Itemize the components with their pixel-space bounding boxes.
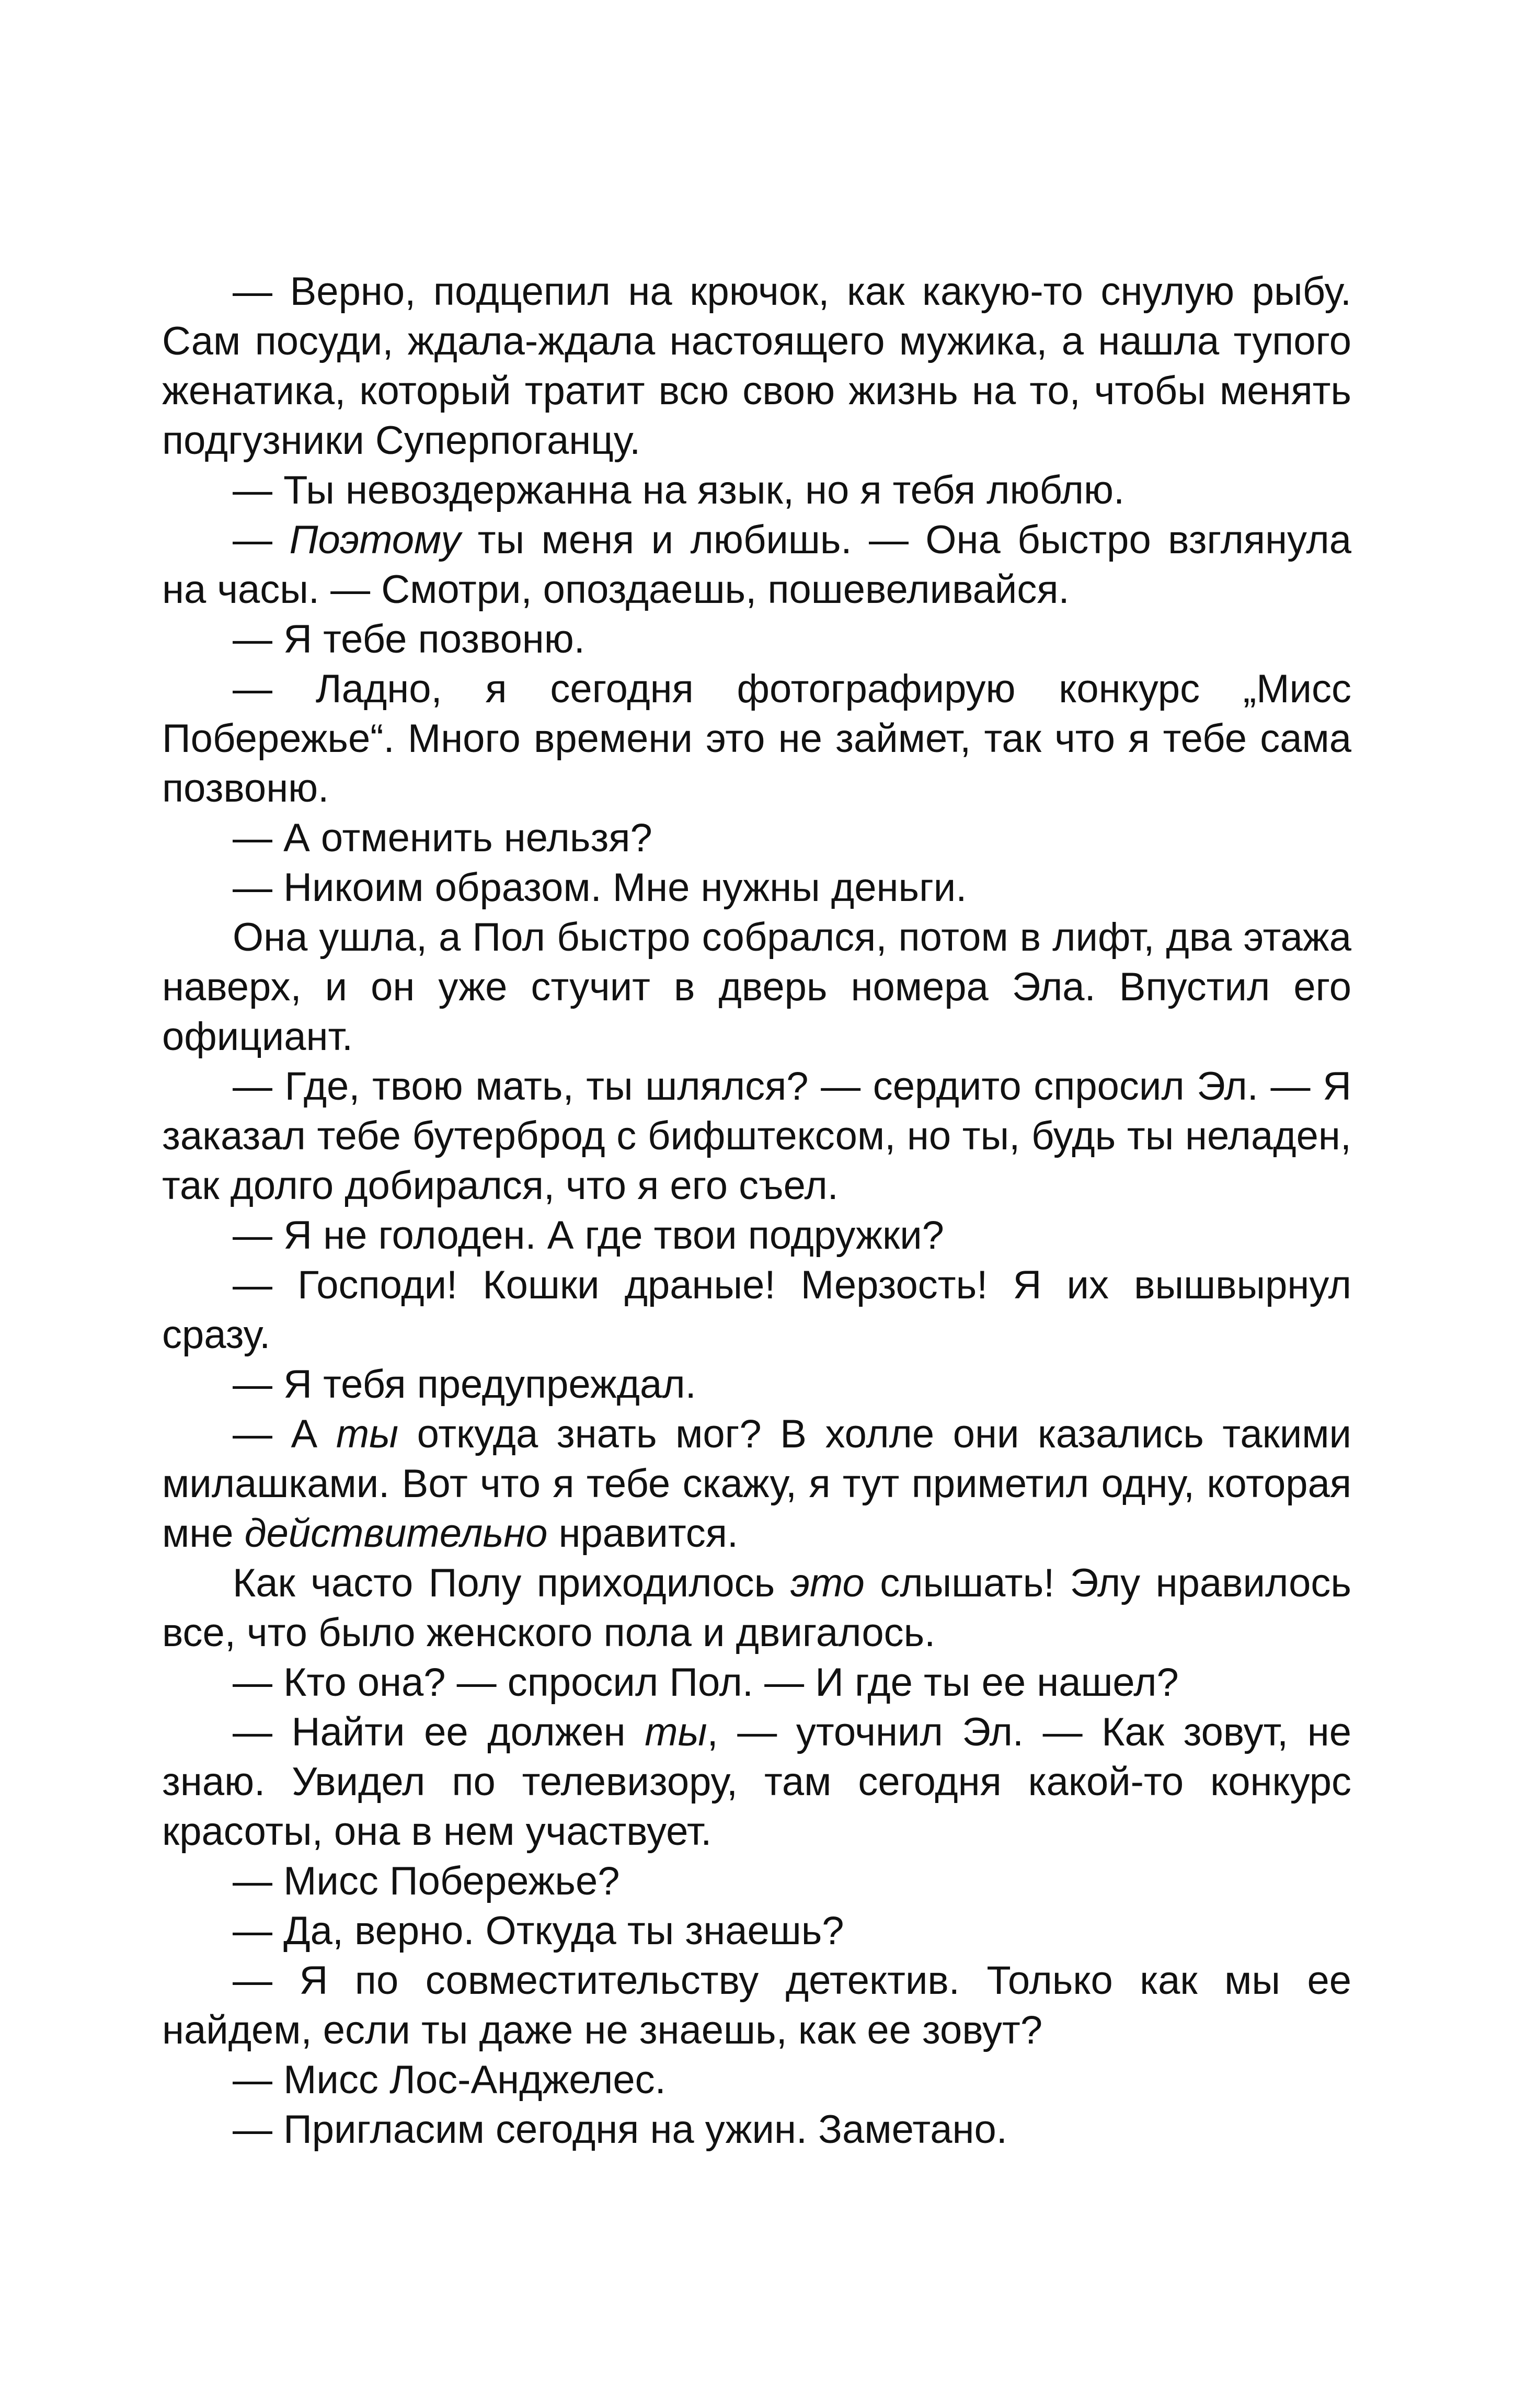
paragraph: [162, 863, 1351, 912]
paragraph: [162, 1409, 1351, 1558]
text-run: — Да, верно. Откуда ты знаешь?: [233, 1909, 844, 1953]
text-run: — Ладно, я сегодня фотографирую конкурс „Мисс Побережье“. Много времени это не займет, так что я тебе сама позвоню.: [162, 667, 1351, 811]
emphasized-text: ты: [336, 1412, 399, 1456]
text-run: — Ты невоздержанна на язык, но я тебя люблю.: [233, 468, 1125, 512]
paragraph: [162, 1062, 1351, 1211]
text-run: — Пригласим сегодня на ужин. Заметано.: [233, 2107, 1007, 2152]
paragraph: [162, 614, 1351, 664]
paragraph: [162, 1211, 1351, 1260]
text-run: , — уточнил Эл. — Как зовут, не знаю. Увидел по телевизору, там сегодня какой-то конкурс красоты, она в нем участвует.: [162, 1710, 1351, 1854]
paragraph: [162, 1856, 1351, 1906]
text-run: ты меня и любишь. — Она быстро взглянула на часы. — Смотри, опоздаешь, пошевеливайся.: [162, 518, 1351, 612]
paragraph: [162, 465, 1351, 515]
paragraph: [162, 1360, 1351, 1409]
paragraph: [162, 1906, 1351, 1956]
text-run: — А отменить нельзя?: [233, 816, 652, 860]
paragraph: [162, 515, 1351, 614]
paragraph: [162, 1956, 1351, 2055]
text-run: — Найти ее должен: [233, 1710, 645, 1754]
text-run: Она ушла, а Пол быстро собрался, потом в лифт, два этажа наверх, и он уже стучит в дверь номера Эла. Впустил его официант.: [162, 915, 1351, 1059]
paragraph: [162, 1658, 1351, 1707]
paragraph: [162, 813, 1351, 863]
paragraph: [162, 2105, 1351, 2154]
text-run: — Где, твою мать, ты шлялся? — сердито спросил Эл. — Я заказал тебе бутерброд с бифштексом, но ты, будь ты неладен, так долго добирался, что я его съел.: [162, 1064, 1351, 1208]
text-run: — Я тебе позвоню.: [233, 617, 585, 661]
text-run: откуда знать мог? В холле они казались такими милашками. Вот что я тебе скажу, я тут приметил одну, которая мне: [162, 1412, 1351, 1556]
paragraph: [162, 664, 1351, 813]
text-run: — Никоим образом. Мне нужны деньги.: [233, 865, 967, 910]
emphasized-text: Поэтому: [289, 518, 461, 562]
text-run: — Мисс Побережье?: [233, 1859, 620, 1903]
emphasized-text: ты: [645, 1710, 707, 1754]
text-run: — Господи! Кошки драные! Мерзость! Я их вышвырнул сразу.: [162, 1263, 1351, 1357]
text-run: — Я по совместительству детектив. Только как мы ее найдем, если ты даже не знаешь, как ее зовут?: [162, 1958, 1351, 2052]
text-run: нравится.: [547, 1511, 739, 1556]
book-page-text: [162, 267, 1351, 2154]
paragraph: [162, 1260, 1351, 1360]
text-run: —: [233, 518, 290, 562]
text-run: — Верно, подцепил на крючок, как какую-то снулую рыбу. Сам посуди, ждала-ждала настоящего мужика, а нашла тупого женатика, который тратит всю свою жизнь на то, чтобы менять подгузники Суперпоганцу.: [162, 269, 1351, 463]
emphasized-text: это: [790, 1561, 865, 1605]
paragraph: [162, 2055, 1351, 2105]
paragraph: [162, 1707, 1351, 1856]
text-run: — Мисс Лос-Анджелес.: [233, 2058, 666, 2102]
text-run: — Кто она? — спросил Пол. — И где ты ее нашел?: [233, 1660, 1179, 1705]
text-run: — Я тебя предупреждал.: [233, 1362, 696, 1407]
text-run: — Я не голоден. А где твои подружки?: [233, 1213, 944, 1258]
paragraph: [162, 267, 1351, 465]
paragraph: [162, 912, 1351, 1062]
text-run: — А: [233, 1412, 336, 1456]
text-run: слышать! Элу нравилось все, что было женского пола и двигалось.: [162, 1561, 1352, 1655]
text-run: Как часто Полу приходилось: [233, 1561, 790, 1605]
paragraph: [162, 1558, 1351, 1658]
emphasized-text: действительно: [244, 1511, 548, 1556]
